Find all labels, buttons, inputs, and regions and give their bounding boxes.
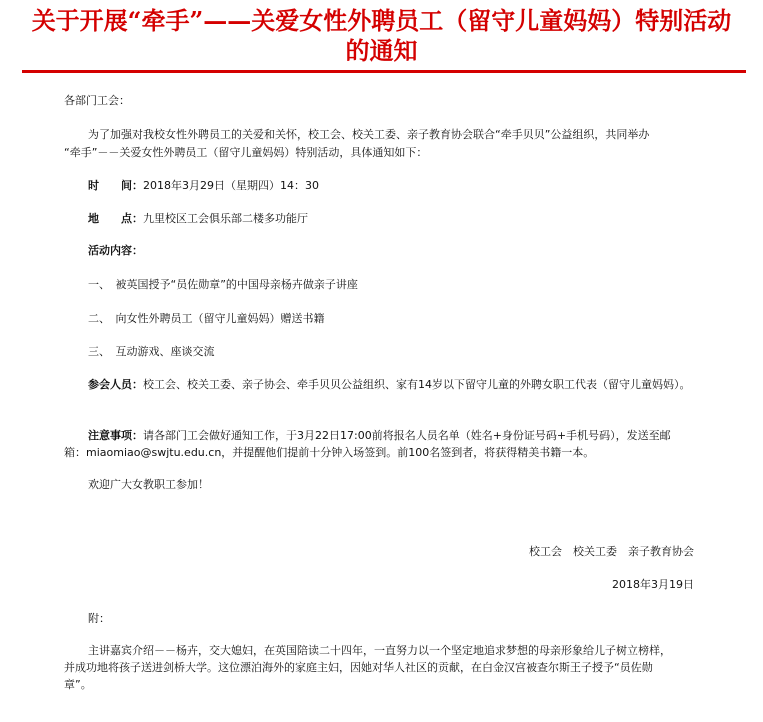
appendix-line-3: 章”。: [64, 678, 92, 691]
notes-line-2: 箱：miaomiao@swjtu.edu.cn，并提醒他们提前十分钟入场签到。前100名签到者，将获得精美书籍一本。: [64, 446, 595, 459]
intro-line-1: 为了加强对我校女性外聘员工的关爱和关怀，校工会、校关工委、亲子教育协会联合“牵手贝贝”公益组织，共同举办: [88, 128, 650, 141]
notes-line-1: [64, 427, 728, 445]
welcome-text: 欢迎广大女教职工参加！: [88, 478, 209, 491]
content-label: 活动内容：: [88, 244, 143, 257]
place-label: 地 点：: [88, 212, 143, 225]
notice-title-line1: 关于开展“牵手”——关爱女性外聘员工（留守儿童妈妈）特别活动: [31, 6, 732, 35]
notice-title: [0, 6, 763, 66]
title-divider: [22, 70, 746, 73]
intro-line-2: “牵手”－－关爱女性外聘员工（留守儿童妈妈）特别活动，具体通知如下：: [64, 146, 428, 159]
place-value: 九里校区工会俱乐部二楼多功能厅: [143, 212, 308, 225]
activity-item-1: 一、 被英国授予“员佐勋章”的中国母亲杨卉做亲子讲座: [88, 278, 358, 291]
participants-value: 校工会、校关工委、亲子协会、牵手贝贝公益组织、家有14岁以下留守儿童的外聘女职工代表（留守儿童妈妈）。: [143, 378, 691, 391]
time-value: 2018年3月29日（星期四）14：30: [143, 179, 319, 192]
signature: 校工会 校关工委 亲子教育协会: [529, 545, 694, 558]
time-label: 时 间：: [88, 179, 143, 192]
appendix-line-2: 并成功地将孩子送进剑桥大学。这位漂泊海外的家庭主妇，因她对华人社区的贡献，在白金汉宫被查尔斯王子授予“员佐勋: [64, 661, 653, 674]
issue-date: 2018年3月19日: [612, 578, 694, 591]
time-row: [64, 177, 728, 195]
salutation: 各部门工会：: [64, 94, 130, 107]
appendix-label: 附：: [88, 612, 110, 625]
notice-title-line2: 的通知: [345, 36, 418, 65]
activity-item-2: 二、 向女性外聘员工（留守儿童妈妈）赠送书籍: [88, 312, 325, 325]
appendix-line-1: 主讲嘉宾介绍－－杨卉，交大媳妇，在英国陪读二十四年，一直努力以一个坚定地追求梦想的母亲形象给儿子树立榜样，: [88, 644, 671, 657]
notes-value-line1: 请各部门工会做好通知工作，于3月22日17:00前将报名人员名单（姓名+身份证号码+手机号码），发送至邮: [143, 429, 671, 442]
notes-label: 注意事项：: [88, 429, 143, 442]
activity-item-3: 三、 互动游戏、座谈交流: [88, 345, 215, 358]
participants-paragraph: [64, 376, 704, 394]
participants-label: 参会人员：: [88, 378, 143, 391]
place-row: [64, 210, 728, 228]
